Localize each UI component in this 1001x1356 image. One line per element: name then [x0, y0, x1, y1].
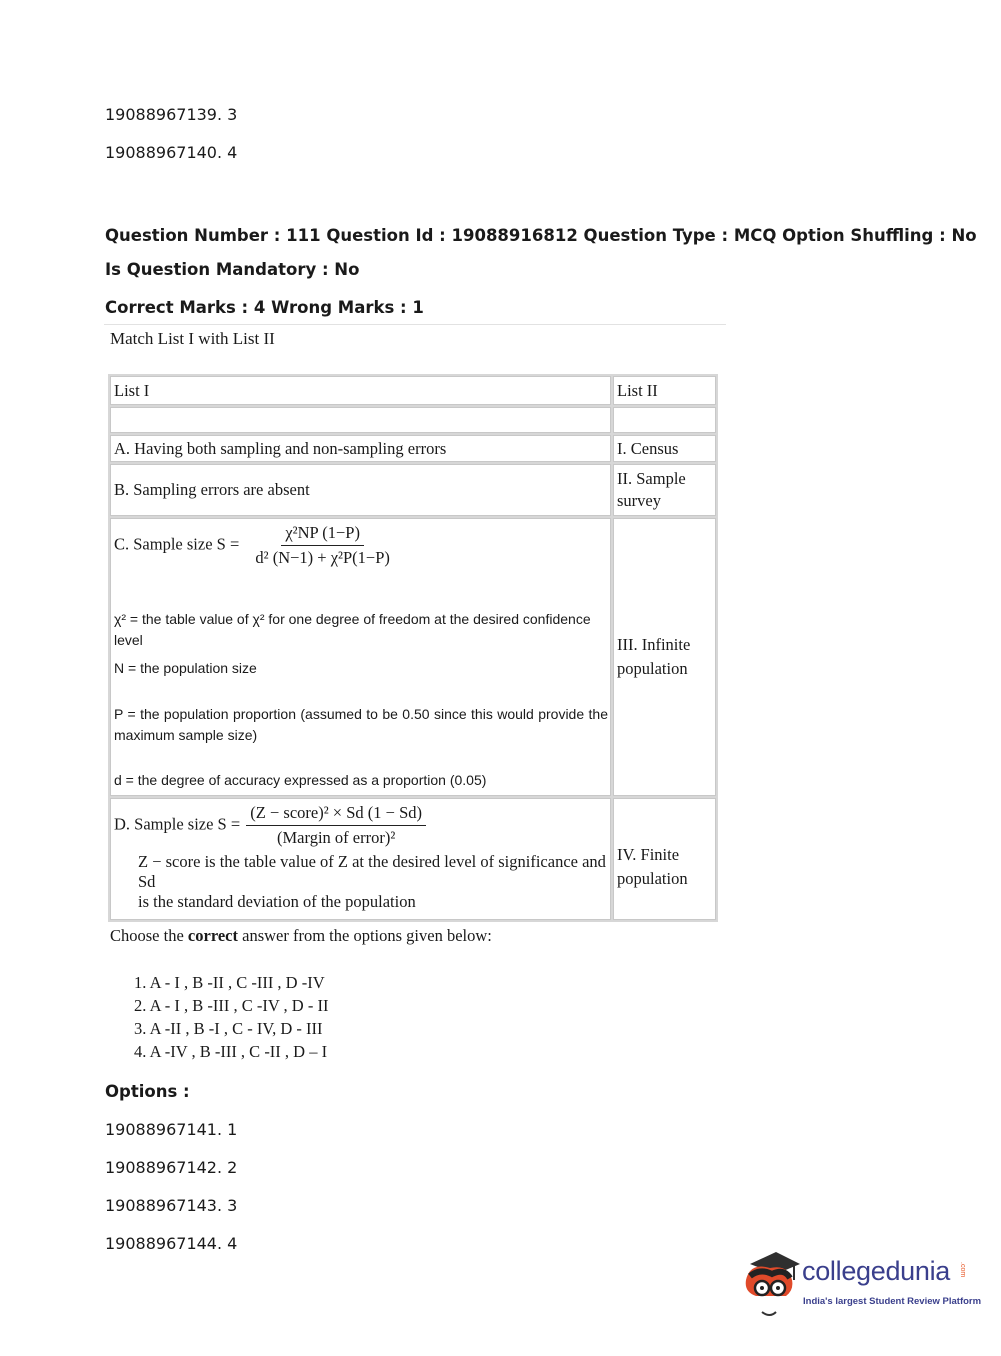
row-c-num: χ²NP (1−P) — [281, 523, 364, 546]
list-item: 3. A -II , B -I , C - IV, D - III — [134, 1019, 323, 1038]
prev-option-4: 19088967140. 4 — [105, 143, 238, 162]
row-a-right: I. Census — [613, 435, 716, 462]
table-row — [110, 435, 716, 462]
row-c-formula — [114, 519, 607, 568]
question-marks: Correct Marks : 4 Wrong Marks : 1 — [105, 298, 424, 317]
choose-instruction: Choose the correct answer from the options given below: — [110, 926, 492, 945]
row-d-right-2: population — [617, 869, 688, 888]
option-4: 19088967144. 4 — [105, 1234, 238, 1253]
row-c-line1: χ² = the table value of χ² for one degree of freedom at the desired confidence level — [114, 611, 591, 648]
list-item: 4. A -IV , B -III , C -II , D – I — [134, 1042, 328, 1061]
table-blank-row — [110, 407, 716, 433]
row-c-right — [613, 518, 716, 796]
row-d-right-1: IV. Finite — [617, 845, 680, 864]
row-c-line3: P = the population proportion (assumed to be 0.50 since this would provide the maximum sample size) — [114, 706, 608, 743]
table-header-row — [110, 376, 716, 405]
row-d-line2: is the standard deviation of the population — [138, 892, 416, 911]
row-c-den: d² (N−1) + χ²P(1−P) — [255, 548, 390, 567]
row-d-formula — [114, 799, 607, 848]
row-b-left: B. Sampling errors are absent — [110, 464, 611, 516]
logo-com: .com — [959, 1262, 966, 1278]
row-c-right-2: population — [617, 659, 688, 678]
logo-name: collegedunia — [802, 1256, 951, 1286]
row-d-right — [613, 798, 716, 920]
choice-list — [134, 971, 328, 1063]
question-mandatory: Is Question Mandatory : No — [105, 260, 360, 279]
list2-header: List II — [613, 376, 716, 405]
row-a-left: A. Having both sampling and non-sampling errors — [110, 435, 611, 462]
logo-tagline: India's largest Student Review Platform — [803, 1296, 982, 1307]
question-image — [104, 324, 728, 1064]
prev-option-3: 19088967139. 3 — [105, 105, 238, 124]
row-c-line4: d = the degree of accuracy expressed as a proportion (0.05) — [114, 772, 487, 788]
option-3: 19088967143. 3 — [105, 1196, 238, 1215]
match-table — [108, 374, 718, 922]
mascot-icon — [742, 1250, 802, 1320]
table-row — [110, 464, 716, 516]
list1-header: List I — [110, 376, 611, 405]
options-label: Options : — [105, 1082, 190, 1101]
row-d-den: (Margin of error)² — [277, 828, 396, 847]
row-c-line2: N = the population size — [114, 660, 257, 676]
option-2: 19088967142. 2 — [105, 1158, 238, 1177]
row-b-right-1: II. Sample — [617, 469, 686, 488]
question-header: Question Number : 111 Question Id : 19088916812 Question Type : MCQ Option Shuffling : No — [105, 226, 977, 245]
table-row — [110, 518, 716, 796]
list-item: 2. A - I , B -III , C -IV , D - II — [134, 996, 329, 1015]
table-row — [110, 798, 716, 920]
row-d-fraction — [246, 803, 426, 848]
row-c-left — [110, 518, 611, 796]
divider — [104, 324, 726, 325]
collegedunia-logo — [742, 1250, 982, 1322]
question-intro: Match List I with List II — [110, 329, 275, 348]
row-d-prefix: D. Sample size S = — [114, 814, 241, 834]
row-c-prefix: C. Sample size S = — [114, 534, 240, 554]
row-d-line1: Z − score is the table value of Z at the desired level of significance and Sd — [138, 852, 606, 891]
row-d-num: (Z − score)² × Sd (1 − Sd) — [246, 803, 426, 826]
row-b-right-2: survey — [617, 491, 661, 510]
row-c-fraction — [251, 523, 394, 568]
row-b-right — [613, 464, 716, 516]
row-d-left — [110, 798, 611, 920]
row-c-right-1: III. Infinite — [617, 635, 691, 654]
option-1: 19088967141. 1 — [105, 1120, 238, 1139]
list-item: 1. A - I , B -II , C -III , D -IV — [134, 973, 325, 992]
